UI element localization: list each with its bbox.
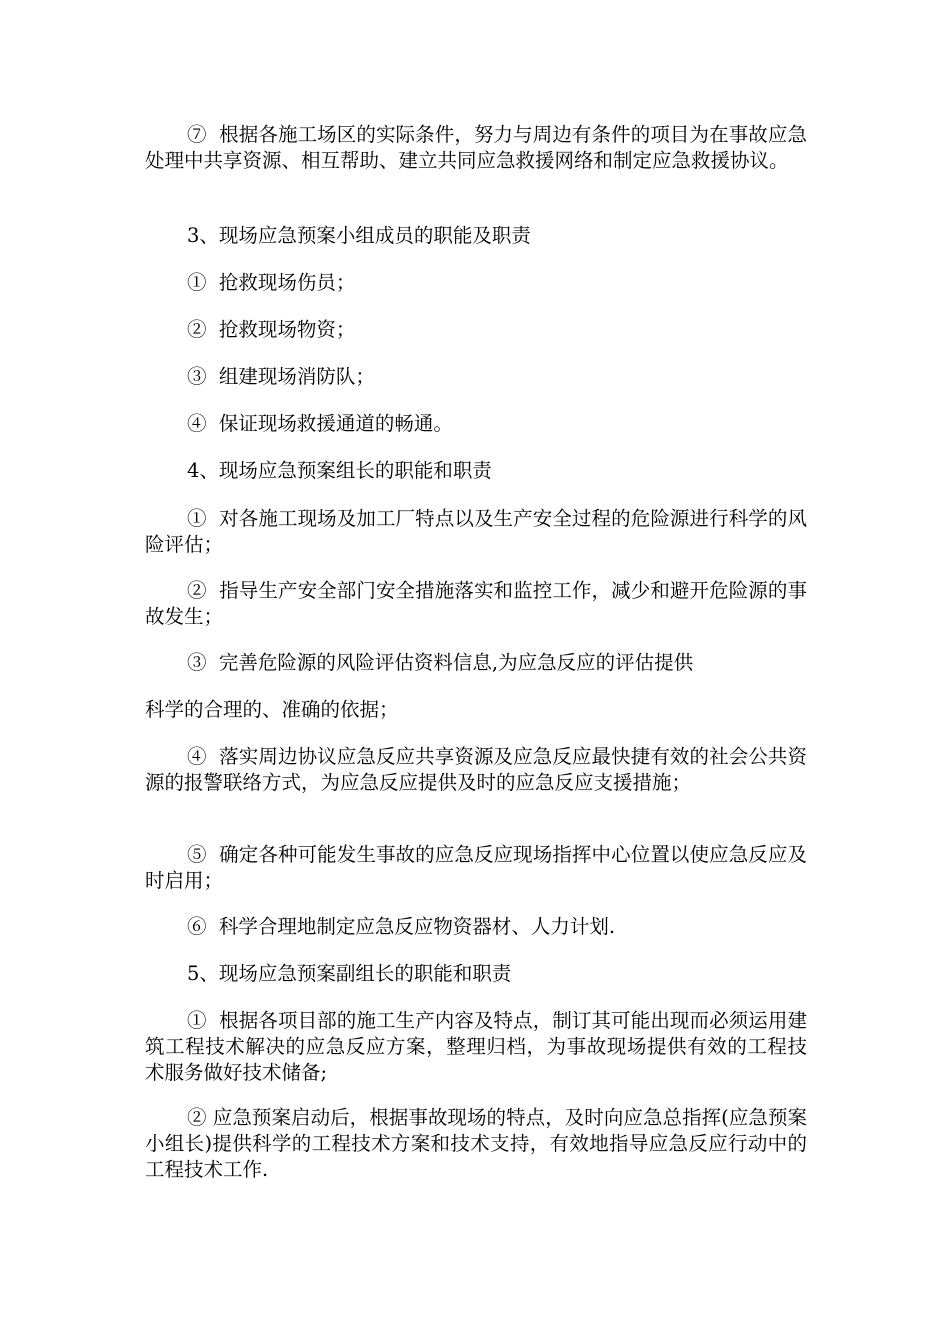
- section-heading-5: 5、现场应急预案副组长的职能和职责: [187, 962, 512, 985]
- paragraph-item-7-resource-sharing: ⑦ 根据各施工场区的实际条件，努力与周边有条件的项目为在事故应急处理中共享资源、相互帮助、建立共同应急救援网络和制定应急救援协议。: [145, 123, 807, 172]
- paragraph-risk-information: ③ 完善危险源的风险评估资料信息,为应急反应的评估提供: [187, 651, 694, 674]
- paragraph-fire-brigade: ③ 组建现场消防队；: [187, 365, 375, 388]
- paragraph-rescue-materials: ② 抢救现场物资；: [187, 318, 356, 341]
- paragraph-technical-support: ② 应急预案启动后，根据事故现场的特点，及时向应急总指挥(应急预案小组长)提供科学的工程技术方案和技术支持，有效地指导应急反应行动中的工程技术工作.: [145, 1106, 807, 1181]
- paragraph-risk-assessment: ① 对各施工现场及加工厂特点以及生产安全过程的危险源进行科学的风险评估；: [145, 507, 807, 556]
- paragraph-safety-measures: ② 指导生产安全部门安全措施落实和监控工作，减少和避开危险源的事故发生；: [145, 579, 807, 628]
- paragraph-engineering-plan: ① 根据各项目部的施工生产内容及特点，制订其可能出现而必须运用建筑工程技术解决的应急反应方案，整理归档，为事故现场提供有效的工程技术服务做好技术储备;: [145, 1009, 807, 1084]
- paragraph-rescue-passage: ④ 保证现场救援通道的畅通。: [187, 412, 453, 435]
- section-heading-3: 3、现场应急预案小组成员的职能及职责: [187, 224, 531, 247]
- paragraph-material-plan: ⑥ 科学合理地制定应急反应物资器材、人力计划.: [187, 915, 616, 938]
- paragraph-rescue-casualties: ① 抢救现场伤员；: [187, 271, 356, 294]
- paragraph-risk-information-continued: 科学的合理的、准确的依据；: [145, 698, 399, 721]
- paragraph-command-center: ⑤ 确定各种可能发生事故的应急反应现场指挥中心位置以使应急反应及时启用；: [145, 843, 807, 892]
- paragraph-public-resources: ④ 落实周边协议应急反应共享资源及应急反应最快捷有效的社会公共资源的报警联络方式，为应急反应提供及时的应急反应支援措施；: [145, 745, 807, 794]
- section-heading-4: 4、现场应急预案组长的职能和职责: [187, 459, 492, 482]
